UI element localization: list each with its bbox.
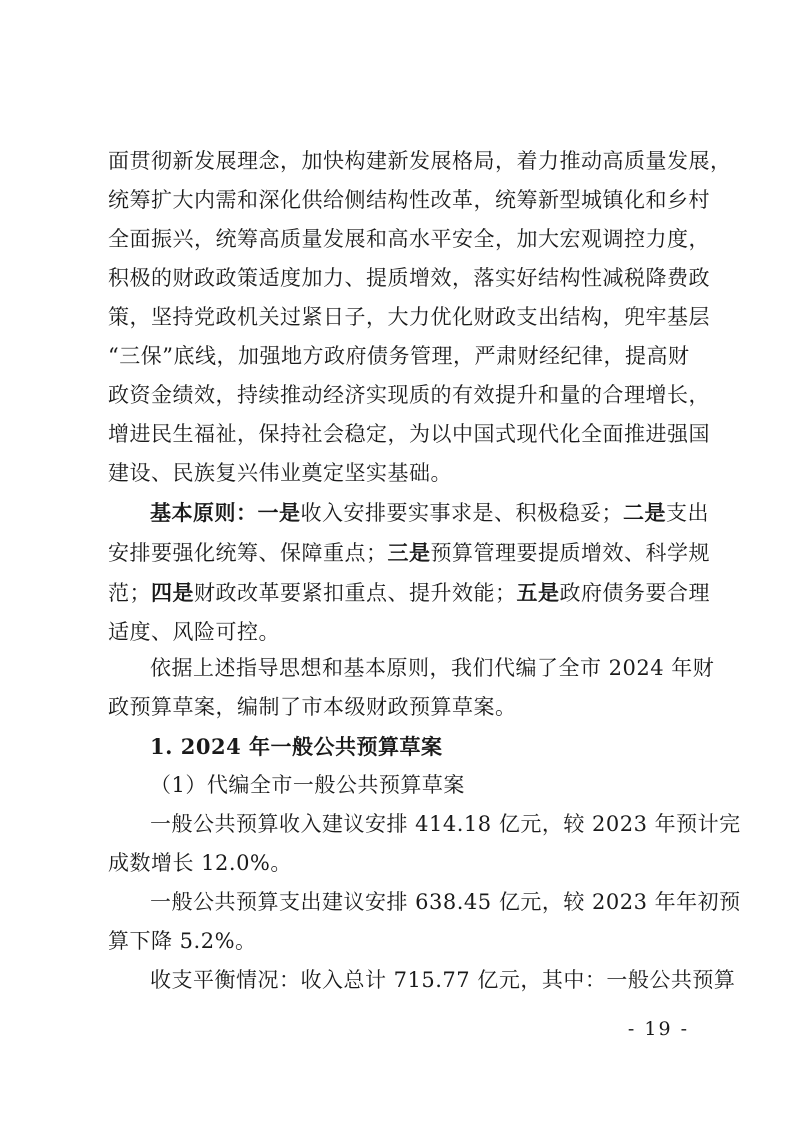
paragraph-drafting-basis	[108, 649, 715, 727]
paragraph-guiding-thought	[108, 142, 732, 493]
text-line: 依据上述指导思想和基本原则，我们代编了全市 2024 年财	[150, 656, 715, 680]
principle-two-text: 支出	[666, 501, 709, 525]
text-line	[108, 493, 709, 533]
heading-citywide-budget: （1）代编全市一般公共预算草案	[150, 773, 465, 797]
page-number: - 19 -	[627, 1018, 689, 1040]
text-line: 政预算草案，编制了市本级财政预算草案。	[108, 695, 517, 719]
text-line: 全面振兴，统筹高质量发展和高水平安全，加大宏观调控力度，	[108, 227, 710, 251]
principle-five-label: 五是	[516, 580, 560, 605]
text-line: 一般公共预算支出建议安排 638.45 亿元，较 2023 年年初预	[150, 890, 741, 914]
principle-three-text: 预算管理要提质增效、科学规	[430, 541, 710, 565]
text-line: 算下降 5.2%。	[108, 929, 257, 953]
principles-label: 基本原则：	[150, 500, 258, 525]
principle-two-text-cont: 安排要强化统筹、保障重点；	[108, 541, 388, 565]
text-line: 面贯彻新发展理念，加快构建新发展格局，着力推动高质量发展，	[108, 149, 732, 173]
principle-three-text-cont: 范；	[108, 581, 151, 605]
text-line: “三保”底线，加强地方政府债务管理，严肃财经纪律，提高财	[108, 344, 690, 368]
principle-five-text-cont: 适度、风险可控。	[108, 620, 280, 644]
text-line: 一般公共预算收入建议安排 414.18 亿元，较 2023 年预计完	[150, 812, 741, 836]
paragraph-expenditure	[108, 883, 741, 961]
principle-five-text: 政府债务要合理	[559, 581, 710, 605]
paragraph-basic-principles	[108, 493, 710, 652]
text-line: 建设、民族复兴伟业奠定坚实基础。	[108, 461, 452, 485]
principle-one-label: 一是	[257, 500, 301, 525]
principle-four-label: 四是	[151, 580, 194, 605]
text-line: 增进民生福祉，保持社会稳定，为以中国式现代化全面推进强国	[108, 422, 710, 446]
subsection-heading	[108, 766, 693, 805]
text-line: 积极的财政政策适度加力、提质增效，落实好结构性减税降费政	[108, 266, 710, 290]
section-heading	[108, 727, 693, 766]
text-line: 收支平衡情况：收入总计 715.77 亿元，其中：一般公共预算	[150, 968, 736, 992]
principle-four-text: 财政改革要紧扣重点、提升效能；	[194, 581, 517, 605]
paragraph-balance	[108, 961, 736, 1000]
principle-two-label: 二是	[623, 500, 666, 525]
principle-one-text: 收入安排要实事求是、积极稳妥；	[300, 501, 623, 525]
principle-three-label: 三是	[387, 540, 431, 565]
text-line	[108, 573, 710, 613]
text-line	[108, 613, 693, 652]
text-line: 策，坚持党政机关过紧日子，大力优化财政支出结构，兜牢基层	[108, 305, 710, 329]
text-line: 统筹扩大内需和深化供给侧结构性改革，统筹新型城镇化和乡村	[108, 188, 710, 212]
text-line: 成数增长 12.0%。	[108, 851, 292, 875]
paragraph-revenue	[108, 805, 741, 883]
text-line	[108, 533, 710, 573]
text-line: 政资金绩效，持续推动经济实现质的有效提升和量的合理增长，	[108, 383, 710, 407]
heading-general-public-budget: 1. 2024 年一般公共预算草案	[150, 734, 443, 759]
